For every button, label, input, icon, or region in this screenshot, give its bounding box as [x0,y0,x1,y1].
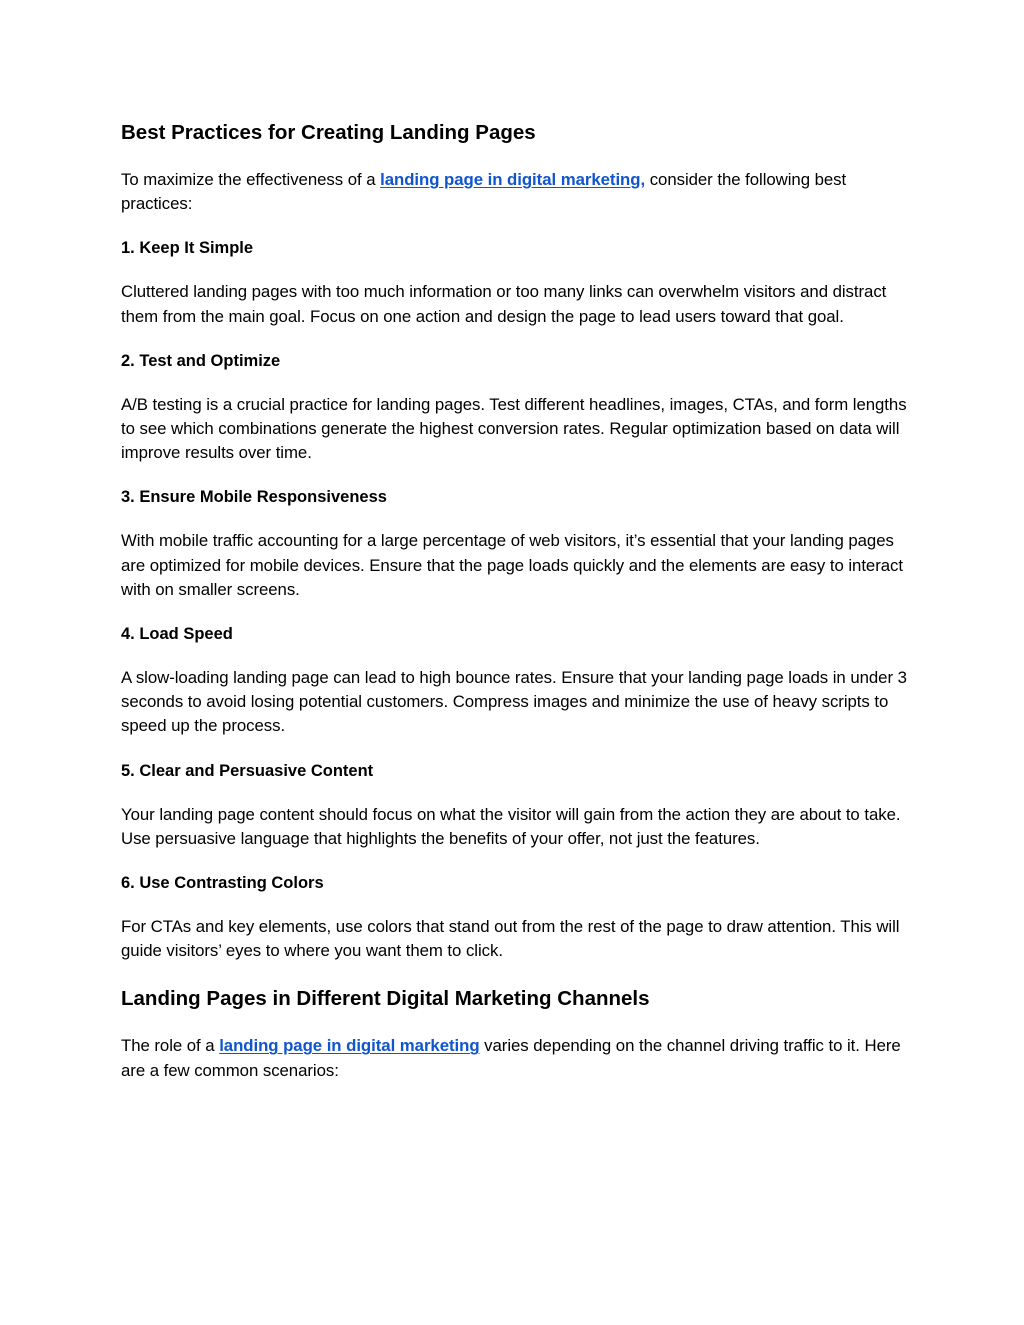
practice-body-3: With mobile traffic accounting for a large percentage of web visitors, it’s essential that your landing pages are optimized for mobile devices. Ensure that the page loads quickly and the elements are easy to interact with on smaller screens. [121,531,903,599]
practice-heading-3: 3. Ensure Mobile Responsiveness [121,488,387,507]
section-intro-paragraph [121,168,911,216]
landing-page-link[interactable]: landing page in digital marketing, [380,170,646,189]
practice-heading-4: 4. Load Speed [121,625,233,644]
section-title-channels: Landing Pages in Different Digital Marketing Channels [121,987,650,1011]
practice-heading-2: 2. Test and Optimize [121,351,281,370]
intro-text-before: To maximize the effectiveness of a [121,170,381,189]
practice-body-2: A/B testing is a crucial practice for landing pages. Test different headlines, images, CTAs, and form lengths to see which combinations generate the highest conversion rates. Regular optimization based on data will improve results over time. [121,394,907,463]
practice-heading-5: 5. Clear and Persuasive Content [121,761,374,780]
channels-intro-paragraph [121,1034,911,1082]
intro-text-after: consider the following best practices: [121,170,847,214]
channels-text-before: The role of a [121,1036,220,1056]
practice-heading-6: 6. Use Contrasting Colors [121,874,324,893]
channels-text-after: varies depending on the channel driving traffic to it. Here are a few common scenarios: [121,1036,901,1080]
practice-body-5: Your landing page content should focus on what the visitor will gain from the action they are about to take. Use persuasive language that highlights the benefits of your offer, not just the features. [121,804,901,848]
practice-body-6: For CTAs and key elements, use colors that stand out from the rest of the page to draw attention. This will guide visitors’ eyes to where you want them to click. [121,917,900,961]
section-title-best-practices: Best Practices for Creating Landing Pages [121,121,536,144]
practice-body-1: Cluttered landing pages with too much information or too many links can overwhelm visitors and distract them from the main goal. Focus on one action and design the page to lead users toward that goal. [121,282,887,326]
document-content [121,119,911,1083]
practice-body-4: A slow-loading landing page can lead to high bounce rates. Ensure that your landing page loads in under 3 seconds to avoid losing potential customers. Compress images and minimize the use of heavy scripts to speed up the process. [121,668,907,736]
practice-heading-1: 1. Keep It Simple [121,239,254,258]
landing-page-link-2[interactable]: landing page in digital marketing [219,1036,480,1056]
